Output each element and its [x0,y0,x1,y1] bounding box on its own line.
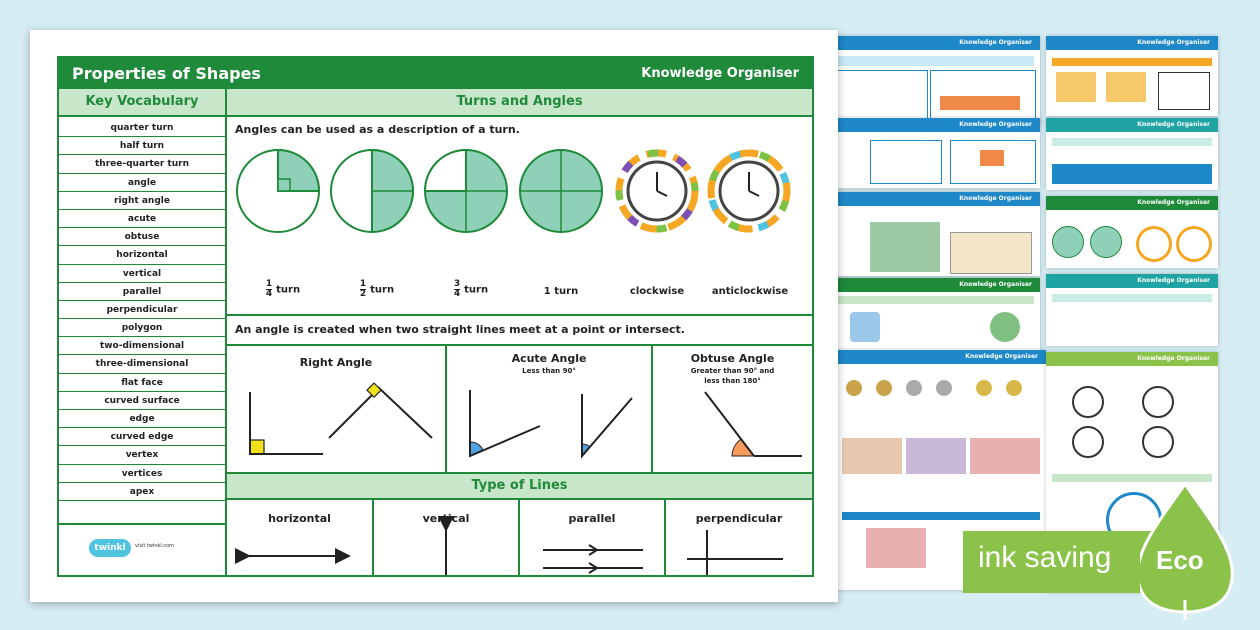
turn-diagrams [227,142,812,254]
vocab-item: apex [59,483,225,501]
vocab-item: edge [59,410,225,428]
turn-word: turn [464,284,489,296]
obtuse-angle-note: less than 180° [704,377,761,385]
thumbnail-header: Knowledge Organiser [830,118,1040,132]
vocab-item: flat face [59,374,225,392]
vocab-item: acute [59,210,225,228]
thumbnail-measure [830,192,1040,276]
fraction-denominator: 4 [453,289,461,299]
thumbnail-header: Knowledge Organiser [1046,118,1218,132]
fraction-numerator: 1 [359,279,367,289]
right-angle-diagram [250,383,432,454]
thumbnail-header: Knowledge Organiser [1046,36,1218,50]
full-turn-circle [520,150,602,232]
knowledge-organiser-sheet [30,30,838,602]
thumbnail-multiplication [1046,36,1218,116]
lines-heading: Type of Lines [227,474,812,500]
acute-angle-diagram [470,390,632,456]
vocabulary-heading: Key Vocabulary [59,89,225,117]
horizontal-line-label: horizontal [268,512,331,525]
thumbnail-header: Knowledge Organiser [1046,196,1218,210]
parallel-line-diagram [543,545,643,573]
right-angle-title: Right Angle [299,356,373,369]
angle-definition: An angle is created when two straight lines meet at a point or intersect. [235,323,685,336]
vertical-line-label: vertical [422,512,470,525]
twinkl-tagline: visit twinkl.com [135,543,175,549]
thumbnail-counting [830,118,1040,188]
vocab-item: quarter turn [59,119,225,137]
turn-description: Angles can be used as a description of a turn. [235,123,520,136]
thumbnail-header: Knowledge Organiser [1046,274,1218,288]
full-turn-label: 1 turn [543,286,579,297]
three-quarter-turn-circle [425,150,507,232]
thumbnail-bar-charts [1046,274,1218,346]
fraction-denominator: 2 [359,289,367,299]
vocab-item: curved edge [59,428,225,446]
turns-angles-panel [227,89,812,117]
quarter-turn-circle [237,150,319,232]
thumbnail-header: Knowledge Organiser [830,36,1040,50]
three-quarter-turn-label [441,280,501,299]
page-subtitle: Knowledge Organiser [641,66,799,81]
vocab-item: vertices [59,465,225,483]
thumbnail-header: Knowledge Organiser [830,192,1040,206]
divider [227,314,812,316]
clockwise-label: clockwise [629,286,685,297]
page-title: Properties of Shapes [72,64,261,83]
vocab-item: two-dimensional [59,337,225,355]
vocab-item: vertical [59,265,225,283]
fraction-denominator: 4 [265,289,273,299]
vocabulary-list [59,117,225,501]
obtuse-angle-diagram [705,392,802,456]
angle-diagrams [227,346,812,472]
clockwise-clock-icon [619,153,695,229]
half-turn-label [347,280,407,299]
vocab-item: three-quarter turn [59,155,225,173]
vocab-item: right angle [59,192,225,210]
organiser-frame [57,56,814,577]
acute-angle-title: Acute Angle [511,352,587,365]
anticlockwise-clock-icon [711,153,787,229]
vocab-item: half turn [59,137,225,155]
vocab-item: parallel [59,283,225,301]
eco-label: Eco [1156,545,1204,575]
half-turn-circle [331,150,413,232]
acute-angle-note: Less than 90° [522,367,576,375]
vocab-item: perpendicular [59,301,225,319]
twinkl-logo [59,523,225,575]
vocabulary-panel [59,89,227,575]
parallel-line-label: parallel [568,512,616,525]
fraction-numerator: 1 [265,279,273,289]
thumbnail-header: Knowledge Organiser [830,278,1040,292]
perpendicular-line-diagram [687,530,783,575]
turn-word: turn [276,284,301,296]
obtuse-angle-note: Greater than 90° and [690,367,775,375]
line-diagrams [227,500,812,575]
quarter-turn-label [253,280,313,299]
thumbnail-header: Knowledge Organiser [836,350,1046,364]
vocab-item: horizontal [59,246,225,264]
twinkl-logo-mark: twinkl [89,539,131,557]
thumbnail-numbers [1046,118,1218,190]
vocab-item: polygon [59,319,225,337]
fraction-numerator: 3 [453,279,461,289]
turn-word: turn [370,284,395,296]
thumbnail-mass [830,278,1040,350]
vocab-item: angle [59,174,225,192]
thumbnail-header: Knowledge Organiser [1046,352,1218,366]
thumbnail-turns [1046,196,1218,268]
ink-saving-text: ink saving [978,541,1112,574]
thumbnail-addition [830,36,1040,126]
title-bar [59,58,812,89]
turns-heading: Turns and Angles [227,89,812,117]
obtuse-angle-title: Obtuse Angle [690,352,775,365]
vocab-item: obtuse [59,228,225,246]
vocab-item: vertex [59,446,225,464]
perpendicular-line-label: perpendicular [695,512,783,525]
vocab-item: three-dimensional [59,355,225,373]
anticlockwise-label: anticlockwise [711,286,789,297]
vocab-item: curved surface [59,392,225,410]
